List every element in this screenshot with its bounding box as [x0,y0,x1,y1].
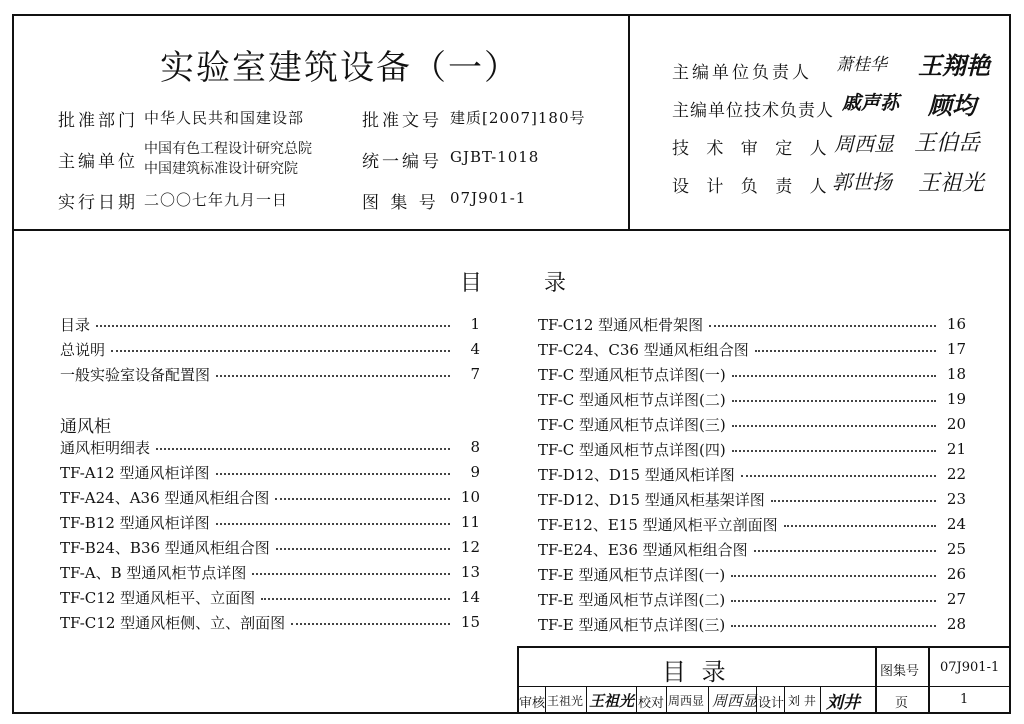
toc-entry[interactable] [538,363,966,385]
toc-entry-page: 17 [946,340,966,358]
toc-entry-title: TF-E 型通风柜节点详图(二) [538,590,726,609]
toc-entry[interactable] [538,563,966,585]
toc-entry[interactable] [538,313,966,335]
toc-title-right: 录 [544,271,567,296]
toc-entry[interactable] [538,338,966,360]
toc-leader-dots [731,600,936,602]
toc-entry[interactable] [60,486,480,508]
toc-entry-title: 总说明 [60,340,106,359]
toc-entry[interactable] [538,488,966,510]
toc-leader-dots [771,500,936,502]
atlas-no-value: 07J901-1 [450,189,527,207]
toc-leader-dots [732,375,936,377]
toc-leader-dots [755,350,936,352]
toc-entry-title: TF-C 型通风柜节点详图(一) [538,365,726,384]
toc-entry-page: 15 [460,613,480,631]
unified-no-label: 统一编号 [362,152,442,172]
toc-entry[interactable] [60,561,480,583]
toc-entry[interactable] [538,413,966,435]
toc-entry-page: 26 [946,565,966,583]
unified-no-value: GJBT-1018 [450,148,540,166]
responsible-label-4: 设 计 负 责 人 [672,177,833,197]
toc-entry[interactable] [538,588,966,610]
header-divider [12,229,1011,231]
toc-entry-page: 24 [946,515,966,533]
toc-entry[interactable] [538,613,966,635]
header-vertical-divider [628,14,630,230]
tb-sep-b [586,686,587,714]
toc-entry-page: 18 [946,365,966,383]
atlas-label: 图集号 [880,664,920,679]
toc-entry-page: 13 [460,563,480,581]
page-value: 1 [960,692,969,707]
approval-dept-label: 批准部门 [58,111,138,131]
toc-entry-page: 7 [470,365,480,383]
toc-entry-page: 4 [470,340,480,358]
responsible-label-2: 主编单位技术负责人 [672,101,834,121]
design-label: 设计 [758,696,785,711]
toc-leader-dots [741,475,936,477]
toc-entry[interactable] [60,338,480,360]
toc-leader-dots [732,400,936,402]
toc-entry-title: TF-D12、D15 型通风柜基架详图 [538,490,765,509]
atlas-no-label: 图 集 号 [362,193,439,213]
toc-entry-title: TF-C24、C36 型通风柜组合图 [538,340,749,359]
chief-unit-value-2: 中国建筑标准设计研究院 [144,161,298,177]
toc-entry-page: 11 [460,513,480,531]
review-label: 审核 [519,696,546,711]
toc-entry-title: TF-C12 型通风柜骨架图 [538,315,704,334]
toc-entry-page: 20 [946,415,966,433]
toc-entry-title: TF-C 型通风柜节点详图(二) [538,390,726,409]
toc-entry-title: TF-A24、A36 型通风柜组合图 [60,488,270,507]
check-label: 校对 [638,696,665,711]
check-signature: 周西显 [712,692,758,710]
chief-unit-label: 主编单位 [58,152,138,172]
toc-entry[interactable] [60,536,480,558]
toc-entry-page: 19 [946,390,966,408]
toc-leader-dots [732,450,936,452]
toc-entry-title: TF-C 型通风柜节点详图(四) [538,440,726,459]
responsible-label-3: 技 术 审 定 人 [672,139,833,159]
toc-leader-dots [291,623,450,625]
toc-entry-title: 目录 [60,315,91,334]
effective-date-label: 实行日期 [58,193,138,213]
toc-leader-dots [156,448,450,450]
toc-entry-page: 1 [470,315,480,333]
document-title: 实验室建筑设备（一） [160,48,520,88]
toc-entry-page: 28 [946,615,966,633]
toc-entry-page: 12 [460,538,480,556]
toc-leader-dots [709,325,936,327]
approval-no-label: 批准文号 [362,111,442,131]
toc-leader-dots [276,548,450,550]
toc-entry-title: 通风柜明细表 [60,438,151,457]
toc-entry-title: TF-B12 型通风柜详图 [60,513,210,532]
toc-entry-page: 14 [460,588,480,606]
toc-leader-dots [252,573,450,575]
toc-entry-title: TF-C12 型通风柜侧、立、剖面图 [60,613,286,632]
toc-leader-dots [111,350,450,352]
tb-sep-h [820,686,821,714]
toc-leader-dots [216,523,450,525]
toc-entry-page: 27 [946,590,966,608]
toc-leader-dots [216,375,450,377]
tb-sep-d [666,686,667,714]
toc-entry-page: 8 [470,438,480,456]
toc-leader-dots [731,575,936,577]
toc-leader-dots [96,325,450,327]
toc-entry-page: 23 [946,490,966,508]
toc-entry-title: TF-C 型通风柜节点详图(三) [538,415,726,434]
toc-entry-page: 21 [946,440,966,458]
toc-entry-title: TF-A12 型通风柜详图 [60,463,210,482]
toc-entry[interactable] [538,438,966,460]
toc-entry-title: TF-B24、B36 型通风柜组合图 [60,538,270,557]
toc-entry[interactable] [60,363,480,385]
tb-vline-1 [875,646,877,714]
toc-leader-dots [216,473,451,475]
toc-entry-page: 16 [946,315,966,333]
toc-leader-dots [261,598,450,600]
toc-title-left: 目 [460,271,483,296]
design-signature: 刘井 [826,693,860,713]
signature-3a: 周西显 [834,132,894,156]
check-name: 周西显 [668,694,705,708]
signature-2b: 顾均 [928,91,976,120]
toc-entry-title: TF-E 型通风柜节点详图(一) [538,565,726,584]
toc-entry[interactable] [60,586,480,608]
toc-entry[interactable] [60,511,480,533]
review-signature: 王祖光 [589,692,635,710]
toc-entry[interactable] [538,463,966,485]
tb-hline [517,686,1011,687]
toc-leader-dots [784,525,936,527]
page-label: 页 [895,696,909,711]
tb-sep-e [708,686,709,714]
toc-entry-title: TF-E24、E36 型通风柜组合图 [538,540,748,559]
toc-entry-title: TF-C12 型通风柜平、立面图 [60,588,256,607]
responsible-label-1: 主编单位负责人 [672,63,812,83]
signature-4a: 郭世扬 [832,170,892,194]
atlas-value: 07J901-1 [940,660,1000,675]
toc-entry-title: TF-E12、E15 型通风柜平立剖面图 [538,515,778,534]
design-name: 刘 井 [788,694,816,708]
toc-entry[interactable] [60,461,480,483]
approval-dept-value: 中华人民共和国建设部 [144,109,305,127]
signature-3b: 王伯岳 [914,131,981,156]
toc-entry[interactable] [538,513,966,535]
tb-sep-a [545,686,546,714]
review-name: 王祖光 [547,694,584,708]
toc-leader-dots [732,425,936,427]
tb-sep-g [784,686,785,714]
tb-vline-2 [928,646,930,714]
toc-entry-title: TF-A、B 型通风柜节点详图 [60,563,247,582]
chief-unit-value-1: 中国有色工程设计研究总院 [144,141,312,157]
toc-entry-page: 25 [946,540,966,558]
toc-entry-title: TF-E 型通风柜节点详图(三) [538,615,726,634]
toc-entry-title: 一般实验室设备配置图 [60,365,211,384]
toc-leader-dots [731,625,936,627]
tb-sep-c [636,686,637,714]
toc-entry[interactable] [60,611,480,633]
toc-entry-page: 9 [470,463,480,481]
title-block-name: 目 录 [662,658,730,686]
toc-entry-title: TF-D12、D15 型通风柜详图 [538,465,735,484]
signature-1a: 萧桂华 [836,55,887,75]
toc-entry[interactable] [60,313,480,335]
toc-section-heading: 通风柜 [60,417,111,437]
toc-entry[interactable] [60,436,480,458]
signature-1b: 王翔艳 [918,51,990,80]
toc-leader-dots [754,550,936,552]
toc-entry-page: 10 [460,488,480,506]
signature-4b: 王祖光 [918,171,985,196]
signature-2a: 戚声荪 [842,92,900,114]
toc-entry[interactable] [538,538,966,560]
toc-entry[interactable] [538,388,966,410]
toc-entry-page: 22 [946,465,966,483]
toc-leader-dots [275,498,450,500]
effective-date-value: 二〇〇七年九月一日 [144,191,289,209]
approval-no-value: 建质[2007]180号 [450,109,586,127]
